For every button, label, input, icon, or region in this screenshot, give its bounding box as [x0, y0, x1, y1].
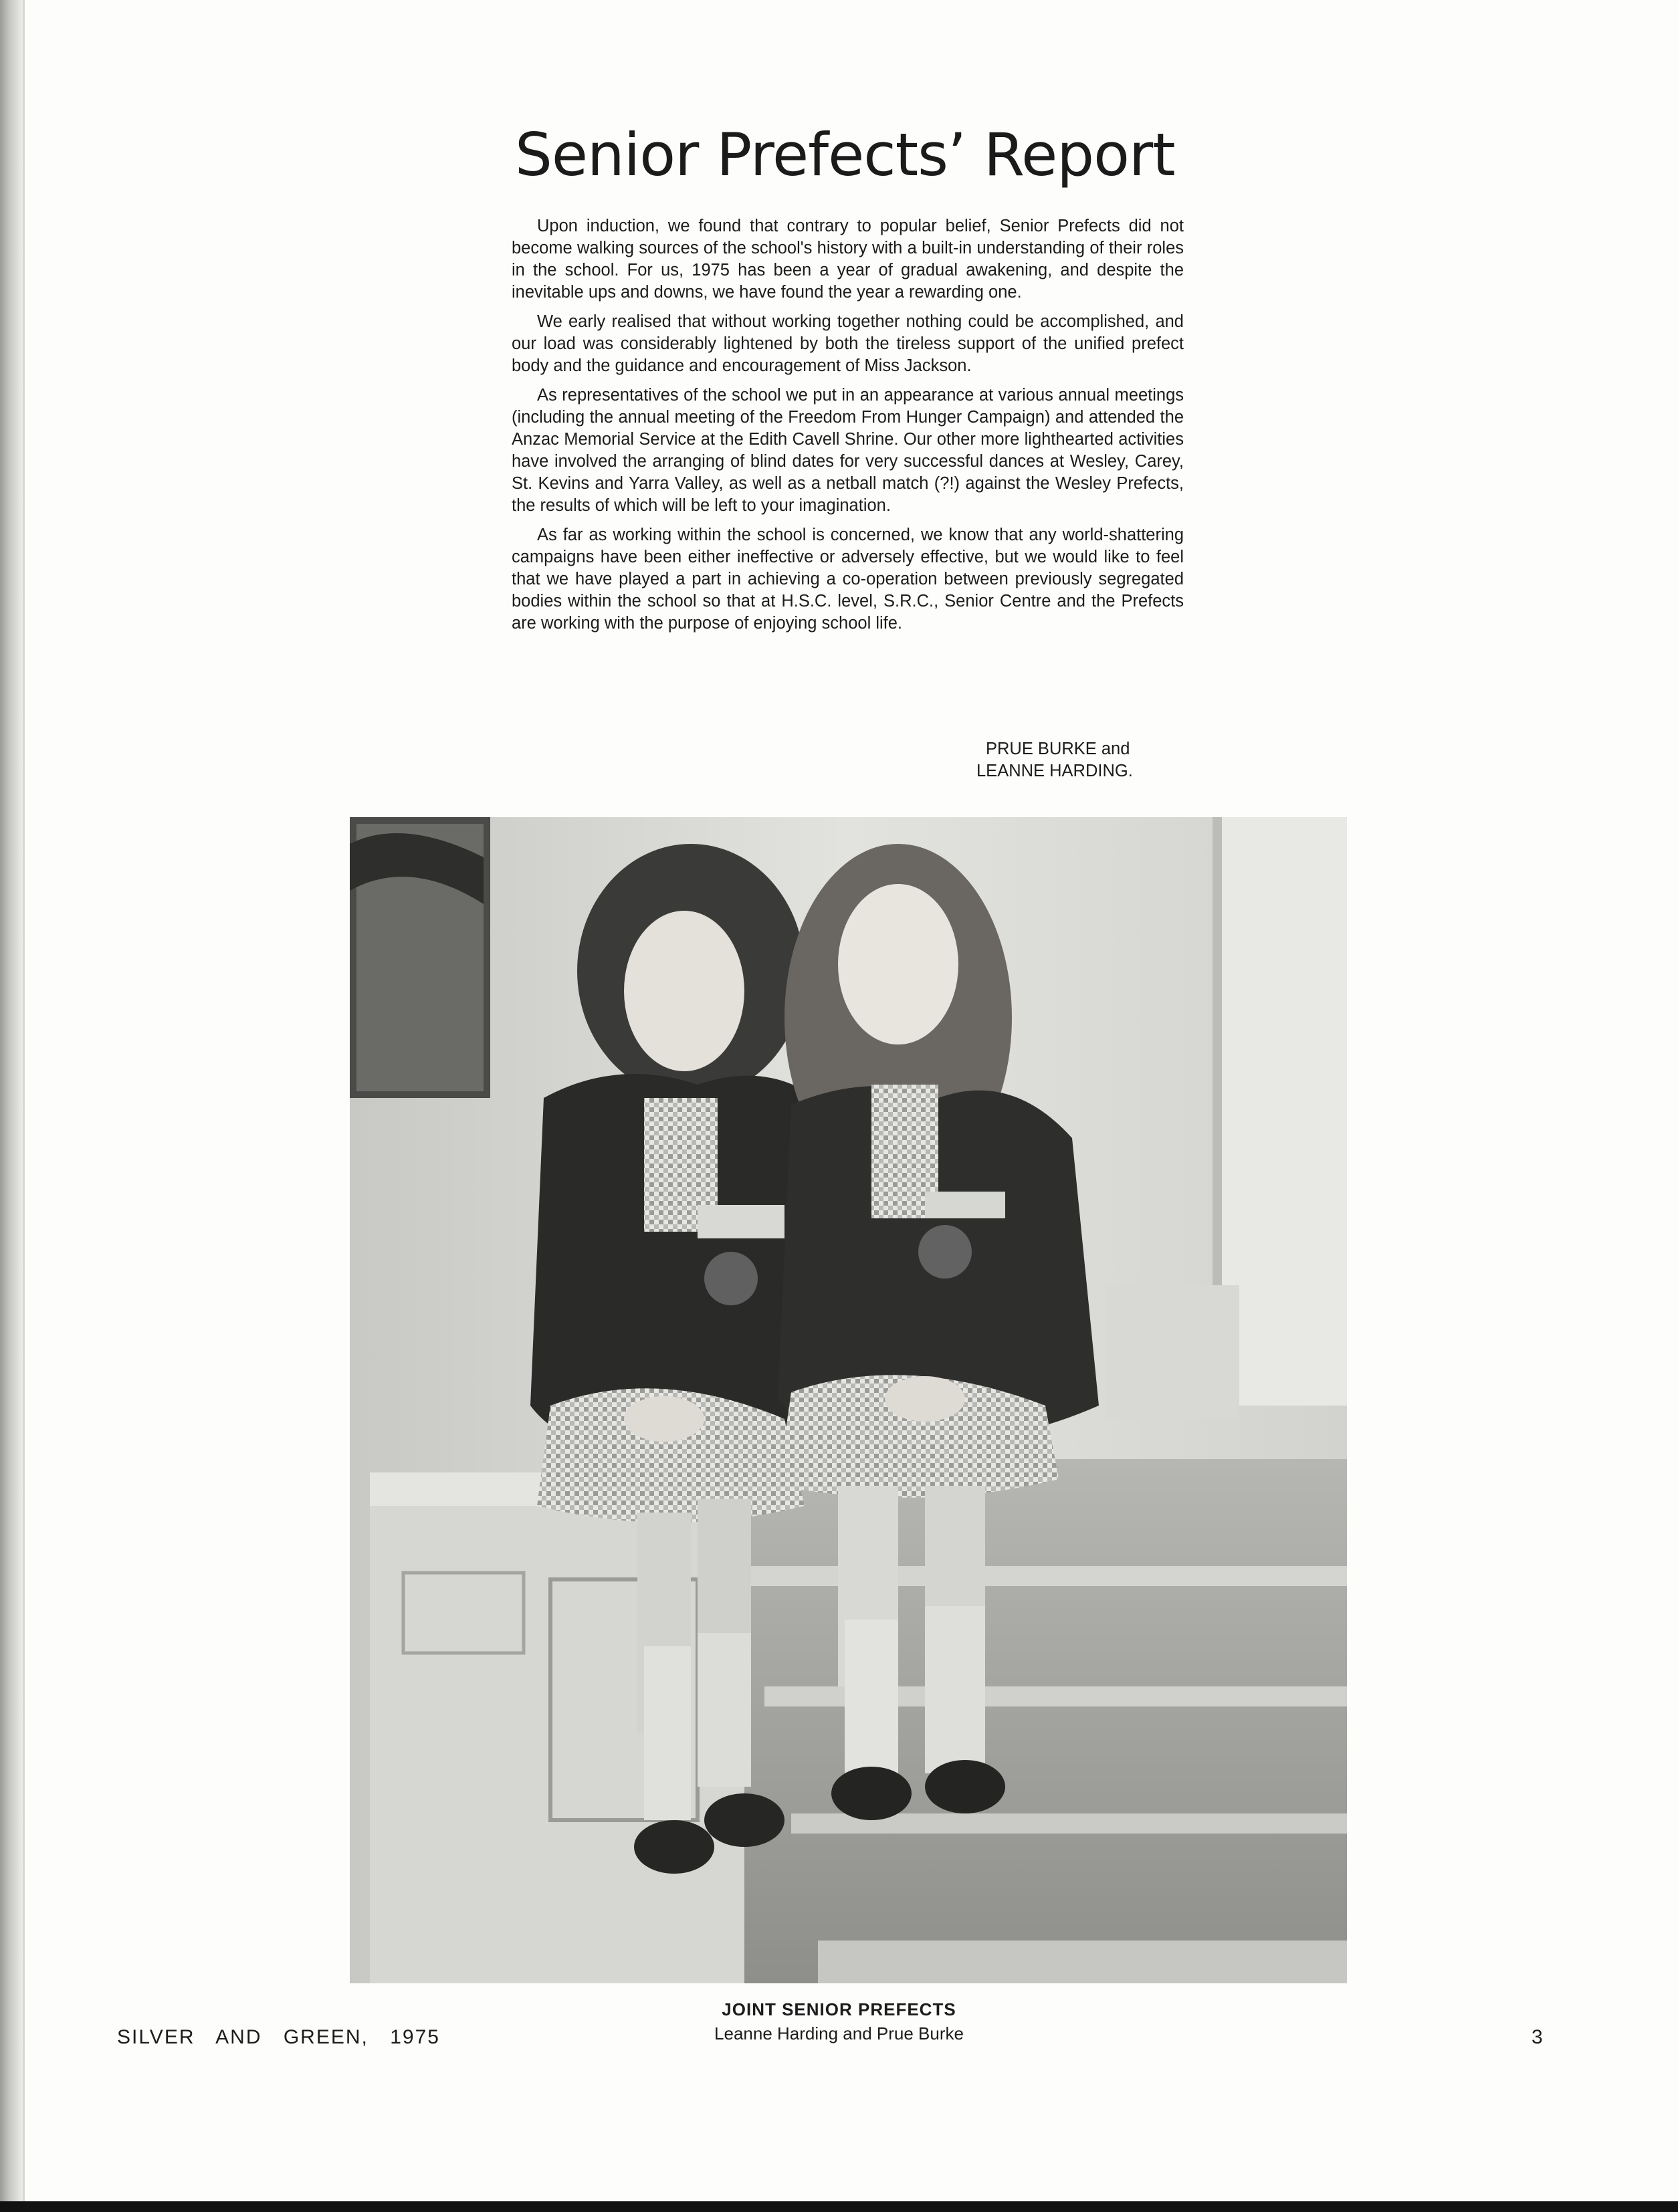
report-paragraph: We early realised that without working together nothing could be accomplished, and our load was considerably lightened by both the tireless support of the unified prefect body and the guidance and encouragement of Miss Jackson.: [512, 312, 1184, 375]
page-binding-edge: [0, 0, 23, 2212]
footer-publication: SILVER AND GREEN, 1975: [117, 2026, 440, 2048]
photo-caption-subtitle: Leanne Harding and Prue Burke: [714, 2023, 964, 2043]
photo-caption-title: JOINT SENIOR PREFECTS: [722, 1999, 956, 2019]
report-paragraph: As far as working within the school is concerned, we know that any world-shattering campaigns have been either ineffective or adversely effective, but we would like to feel that we have played a part in achieving a co-operation between previously segregated bodies within the school so that at H.S.C. level, S.R.C., Senior Centre and the Prefects are working with the purpose of enjoying school life.: [512, 526, 1184, 633]
signature-line-1: PRUE BURKE and: [986, 740, 1130, 758]
page-bottom-edge: [0, 2201, 1678, 2212]
report-paragraph: Upon induction, we found that contrary to popular belief, Senior Prefects did not become walking sources of the school's history with a built-in understanding of their roles in the school. For us, 1975 has been a year of gradual awakening, and despite the inevitable ups and downs, we have found the year a rewarding one.: [512, 217, 1184, 302]
report-signature: [883, 738, 1160, 782]
prefects-photo: [350, 817, 1347, 1983]
signature-line-2: LEANNE HARDING.: [976, 762, 1133, 780]
page-number: 3: [1532, 2026, 1543, 2048]
page-binding-line: [23, 0, 25, 2212]
report-body: [512, 215, 1184, 642]
page-title: Senior Prefects’ Report: [515, 120, 1175, 189]
report-paragraph: As representatives of the school we put in an appearance at various annual meetings (including the annual meeting of the Freedom From Hunger Campaign) and attended the Anzac Memorial Service at the Edith Cavell Shrine. Our other more lighthearted activities have involved the arranging of blind dates for very successful dances at Wesley, Carey, St. Kevins and Yarra Valley, as well as a netball match (?!) against the Wesley Prefects, the results of which will be left to your imagination.: [512, 386, 1184, 515]
